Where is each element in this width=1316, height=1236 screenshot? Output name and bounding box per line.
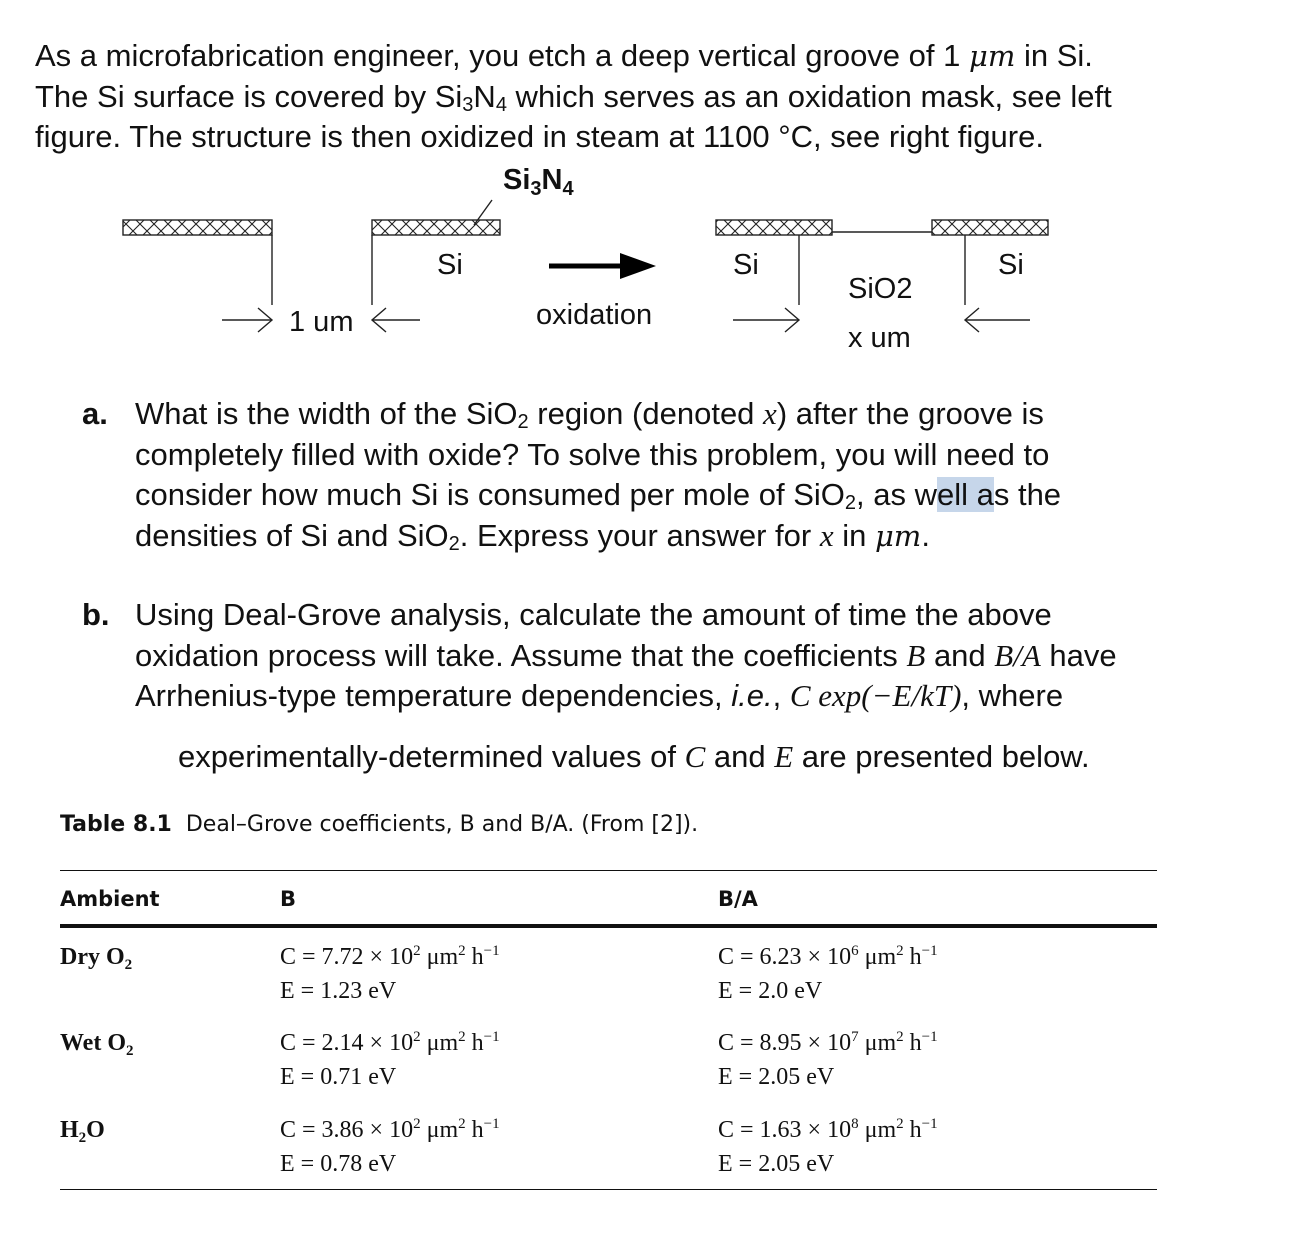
question-a-text (135, 394, 1255, 556)
exponent: 2 (896, 1116, 904, 1132)
question-b-line-4 (178, 737, 1298, 778)
exponent: 2 (413, 943, 421, 959)
exponent: −1 (921, 1116, 938, 1132)
coef-c: C = 6.23 × 10 (718, 944, 852, 970)
intro-text: in Si. (1015, 38, 1093, 73)
row-1-ba (718, 940, 938, 1008)
math-var-B: B (906, 637, 926, 673)
coef-c: C = 3.86 × 10 (280, 1117, 414, 1143)
intro-text: which serves as an oxidation mask, see left (506, 78, 1112, 114)
question-b-line-2 (135, 636, 1255, 677)
exponent: −1 (921, 1029, 938, 1045)
math-expression: C exp(−E/kT) (789, 678, 962, 713)
math-var-x: x (763, 396, 777, 431)
nitride-mask-left-1 (123, 220, 272, 235)
exponent: 2 (458, 1116, 466, 1132)
exponent: 2 (458, 943, 466, 959)
table-top-rule (60, 870, 1157, 871)
subscript: 2 (124, 957, 133, 973)
table-bottom-rule (60, 1189, 1157, 1190)
coef-c: C = 1.63 × 10 (718, 1117, 852, 1143)
row-2-ba-e: E = 2.05 eV (718, 1064, 835, 1090)
nitride-n: N (541, 164, 563, 196)
exponent: 2 (896, 1029, 904, 1045)
unit: μm (420, 1117, 459, 1143)
right-si-right-label: Si (998, 249, 1024, 281)
text: , as w (856, 477, 937, 512)
nitride-mask-right-2 (932, 220, 1048, 235)
unit-micrometer: μm (874, 518, 922, 553)
header-b: B (280, 887, 297, 911)
ambient-text: H (60, 1117, 79, 1143)
unit: h (903, 1030, 922, 1056)
text: . (921, 517, 930, 553)
nitride-mask-right-1 (716, 220, 832, 235)
math-var-E: E (774, 739, 794, 774)
row-2-b (280, 1026, 500, 1094)
table-number: Table 8.1 (60, 812, 172, 837)
question-a-line-2: completely filled with oxide? To solve this problem, you will need to (135, 436, 1050, 472)
text: Arrhenius-type temperature dependencies, (135, 678, 732, 713)
exponent: −1 (483, 1029, 500, 1045)
header-b-over-a: B/A (718, 887, 758, 911)
subscript: 2 (126, 1043, 134, 1059)
text: and (705, 739, 775, 774)
text: What is the width of the SiO (135, 396, 518, 431)
nitride-mask-left-2 (372, 220, 500, 235)
row-1-ba-c (718, 940, 938, 974)
unit: μm (420, 944, 459, 970)
text: region (denoted (528, 396, 764, 431)
left-si-label: Si (437, 249, 463, 281)
subscript: 4 (562, 178, 574, 200)
text: are presented below. (793, 739, 1090, 774)
subscript: 4 (495, 93, 507, 116)
question-a-label: a. (82, 396, 108, 431)
oxidation-figure (0, 0, 1316, 380)
text: s the (993, 477, 1062, 512)
nitride-label (503, 164, 574, 200)
unit: h (465, 1030, 484, 1056)
ambient-text: Wet O (60, 1030, 126, 1056)
text-selection-highlight[interactable]: ell a (936, 477, 994, 512)
question-b-line-1: Using Deal-Grove analysis, calculate the amount of time the above (135, 597, 1052, 632)
ie-text: i.e. (731, 678, 773, 713)
unit: μm (858, 1117, 897, 1143)
text: in (833, 517, 875, 553)
intro-line-3: figure. The structure is then oxidized in steam at 1100 °C, see right figure. (35, 119, 1044, 154)
intro-text: The Si surface is covered by Si (35, 78, 463, 114)
subscript: 3 (462, 93, 474, 116)
oxidation-arrow-head (620, 253, 656, 279)
unit: h (465, 1117, 484, 1143)
row-2-b-c (280, 1026, 500, 1060)
question-b-label: b. (82, 597, 110, 632)
math-var-C: C (684, 739, 706, 774)
text: . Express your answer for (459, 517, 820, 553)
exponent: −1 (483, 1116, 500, 1132)
question-b-line-3 (135, 676, 1255, 717)
oxide-label: SiO2 (848, 273, 913, 305)
coef-c: C = 2.14 × 10 (280, 1030, 414, 1056)
exponent: 2 (413, 1116, 421, 1132)
coef-c: C = 8.95 × 10 (718, 1030, 852, 1056)
row-2-b-e: E = 0.71 eV (280, 1064, 397, 1090)
groove-width-label: 1 um (289, 306, 354, 338)
unit: μm (858, 1030, 897, 1056)
row-2-ambient (60, 1026, 134, 1060)
row-1-ba-e: E = 2.0 eV (718, 978, 823, 1004)
row-1-b-c (280, 940, 500, 974)
exponent: 2 (413, 1029, 421, 1045)
exponent: 2 (458, 1029, 466, 1045)
exponent: −1 (483, 943, 500, 959)
ambient-text: Dry O (60, 944, 125, 970)
exponent: −1 (921, 943, 938, 959)
oxidation-label: oxidation (536, 299, 653, 331)
unit: μm (858, 944, 897, 970)
row-2-ba-c (718, 1026, 938, 1060)
row-3-b (280, 1113, 500, 1181)
intro-text: As a microfabrication engineer, you etch a deep vertical groove of 1 (35, 38, 969, 73)
row-1-ambient (60, 940, 132, 974)
question-b-line-4-inner (178, 737, 1298, 778)
text: densities of Si and SiO (135, 517, 449, 553)
row-3-ba-c (718, 1113, 938, 1147)
text: oxidation process will take. Assume that the coefficients (135, 637, 907, 673)
unit: μm (420, 1030, 459, 1056)
oxide-width-label: x um (848, 322, 911, 354)
unit: h (465, 944, 484, 970)
question-a-line-3 (135, 475, 1255, 516)
question-a-line-1 (135, 394, 1255, 435)
row-3-ba (718, 1113, 938, 1181)
row-3-b-e: E = 0.78 eV (280, 1151, 397, 1177)
math-var-x: x (819, 517, 834, 553)
ambient-tail: O (86, 1117, 105, 1143)
exponent: 6 (851, 943, 859, 959)
subscript: 2 (78, 1130, 87, 1146)
table-header-rule (60, 924, 1157, 928)
text: experimentally-determined values of (178, 739, 685, 774)
exponent: 8 (851, 1116, 859, 1132)
text: consider how much Si is consumed per mole of SiO (135, 477, 845, 512)
subscript: 3 (530, 178, 542, 200)
subscript: 2 (517, 411, 529, 433)
row-3-b-c (280, 1113, 500, 1147)
text: , (772, 678, 790, 713)
row-1-b-e: E = 1.23 eV (280, 978, 397, 1004)
header-ambient: Ambient (60, 887, 160, 911)
unit-micrometer: μm (968, 39, 1016, 73)
right-si-left-label: Si (733, 249, 759, 281)
row-3-ba-e: E = 2.05 eV (718, 1151, 835, 1177)
intro-text: N (473, 78, 496, 114)
caption-text: Deal–Grove coefficients, B and B/A. (From [2]). (185, 812, 699, 837)
row-1-b (280, 940, 500, 1008)
exponent: 7 (851, 1029, 859, 1045)
subscript: 2 (448, 532, 460, 555)
coef-c: C = 7.72 × 10 (280, 944, 414, 970)
exponent: 2 (896, 943, 904, 959)
nitride-si: Si (503, 164, 531, 196)
text: , where (961, 678, 1064, 713)
unit: h (903, 944, 922, 970)
unit: h (903, 1117, 922, 1143)
text: and (925, 637, 995, 673)
subscript: 2 (844, 492, 856, 514)
text: have (1040, 637, 1117, 673)
math-var-BA: B/A (994, 637, 1041, 673)
question-a-line-4 (135, 516, 1255, 557)
row-3-ambient (60, 1113, 105, 1147)
question-b-text (135, 595, 1255, 717)
row-2-ba (718, 1026, 938, 1094)
table-caption (60, 812, 698, 837)
text: ) after the groove is (776, 396, 1044, 431)
